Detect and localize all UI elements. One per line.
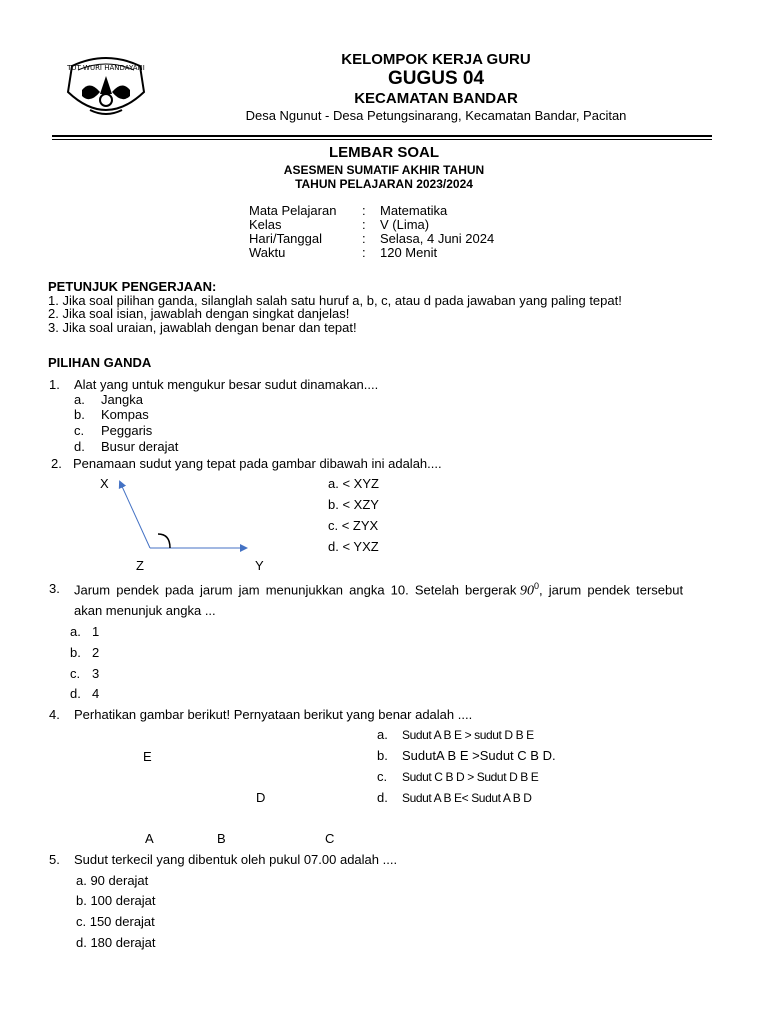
option-letter: c. — [377, 769, 388, 784]
question-text-part: Jarum pendek pada jarum jam menunjukkan angka 10. Setelah bergerak — [74, 582, 517, 598]
info-label: Hari/Tanggal — [249, 231, 322, 246]
angle-diagram — [100, 470, 270, 560]
page-subtitle-2: TAHUN PELAJARAN 2023/2024 — [295, 177, 473, 191]
option-text: d. < YXZ — [328, 539, 379, 554]
option-text: Sudut A B E > sudut D B E — [402, 728, 534, 742]
question-text-part: , jarum pendek tersebut — [539, 582, 684, 598]
question-text: Sudut terkecil yang dibentuk oleh pukul 07.00 adalah .... — [74, 852, 398, 867]
option-text: 1 — [92, 624, 100, 639]
question-text: Perhatikan gambar berikut! Pernyataan berikut yang benar adalah .... — [74, 707, 473, 722]
info-sep: : — [362, 245, 366, 260]
angle-value: 90 — [520, 583, 534, 599]
question-text-line2: akan menunjuk angka ... — [74, 603, 216, 618]
header-rule-thick — [52, 135, 712, 137]
option-letter: c. — [74, 423, 85, 438]
option-letter: b. — [74, 407, 85, 422]
question-number: 2. — [51, 456, 62, 471]
instruction-item: 2. Jika soal isian, jawablah dengan singkat danjelas! — [48, 306, 350, 321]
option-letter: b. — [377, 748, 388, 763]
point-label-z: Z — [136, 558, 144, 573]
option-text: 2 — [92, 645, 100, 660]
section-title: PILIHAN GANDA — [48, 355, 152, 370]
info-value: Matematika — [380, 203, 448, 218]
option-text: SudutA B E >Sudut C B D. — [402, 748, 556, 763]
point-label-e: E — [143, 749, 152, 764]
option-text: a. < XYZ — [328, 476, 379, 491]
angle-degree: 0 — [534, 581, 540, 591]
option-text: b. 100 derajat — [76, 893, 156, 908]
option-letter: d. — [70, 686, 81, 701]
option-text: a. 90 derajat — [76, 873, 149, 888]
info-label: Mata Pelajaran — [249, 203, 337, 218]
instructions-heading: PETUNJUK PENGERJAAN: — [48, 279, 217, 294]
question-text — [74, 581, 720, 599]
info-label: Waktu — [249, 245, 286, 260]
option-text: 4 — [92, 686, 100, 701]
tut-wuri-handayani-logo-icon — [60, 46, 152, 128]
logo-text: TUT WURI HANDAYANI — [67, 64, 145, 72]
info-label: Kelas — [249, 217, 282, 232]
option-letter: a. — [377, 727, 388, 742]
header-line2: GUGUS 04 — [387, 68, 485, 89]
info-value: V (Lima) — [380, 217, 430, 232]
question-text: Penamaan sudut yang tepat pada gambar dibawah ini adalah.... — [73, 456, 442, 471]
header-rule-thin — [52, 139, 712, 140]
point-label-c: C — [325, 831, 335, 846]
option-text: Jangka — [101, 392, 143, 407]
header-line3: KECAMATAN BANDAR — [354, 90, 518, 107]
question-text: Alat yang untuk mengukur besar sudut dinamakan.... — [74, 377, 379, 392]
option-text: b. < XZY — [328, 497, 379, 512]
option-text: 3 — [92, 666, 100, 681]
header-line1: KELOMPOK KERJA GURU — [341, 51, 531, 68]
info-value: Selasa, 4 Juni 2024 — [380, 231, 495, 246]
option-letter: d. — [377, 790, 388, 805]
info-sep: : — [362, 217, 366, 232]
point-label-d: D — [256, 790, 266, 805]
option-text: Busur derajat — [101, 439, 179, 454]
option-text: c. < ZYX — [328, 518, 379, 533]
page-title: LEMBAR SOAL — [329, 144, 439, 161]
question-number: 1. — [49, 377, 60, 392]
instruction-item: 1. Jika soal pilihan ganda, silanglah salah satu huruf a, b, c, atau d pada jawaban yang paling tepat! — [48, 293, 622, 308]
option-letter: b. — [70, 645, 81, 660]
angle-arc — [158, 534, 170, 548]
option-text: Peggaris — [101, 423, 153, 438]
option-letter: c. — [70, 666, 81, 681]
question-number: 3. — [49, 581, 60, 596]
page-subtitle-1: ASESMEN SUMATIF AKHIR TAHUN — [283, 163, 485, 177]
option-letter: a. — [70, 624, 81, 639]
point-label-y: Y — [255, 558, 264, 573]
option-letter: a. — [74, 392, 85, 407]
option-text: d. 180 derajat — [76, 935, 156, 950]
info-value: 120 Menit — [380, 245, 438, 260]
question-number: 5. — [49, 852, 60, 867]
ray-zx — [120, 482, 150, 548]
option-text: Sudut A B E< Sudut A B D — [402, 791, 532, 805]
header-address: Desa Ngunut - Desa Petungsinarang, Kecamatan Bandar, Pacitan — [245, 108, 627, 123]
question-number: 4. — [49, 707, 60, 722]
instruction-item: 3. Jika soal uraian, jawablah dengan benar dan tepat! — [48, 320, 357, 335]
school-logo — [60, 46, 152, 128]
option-text: c. 150 derajat — [76, 914, 155, 929]
option-letter: d. — [74, 439, 85, 454]
option-text: Sudut C B D > Sudut D B E — [402, 770, 539, 784]
point-label-x: X — [100, 476, 109, 491]
info-sep: : — [362, 231, 366, 246]
point-label-b: B — [217, 831, 226, 846]
point-label-a: A — [145, 831, 154, 846]
option-text: Kompas — [101, 407, 149, 422]
info-sep: : — [362, 203, 366, 218]
